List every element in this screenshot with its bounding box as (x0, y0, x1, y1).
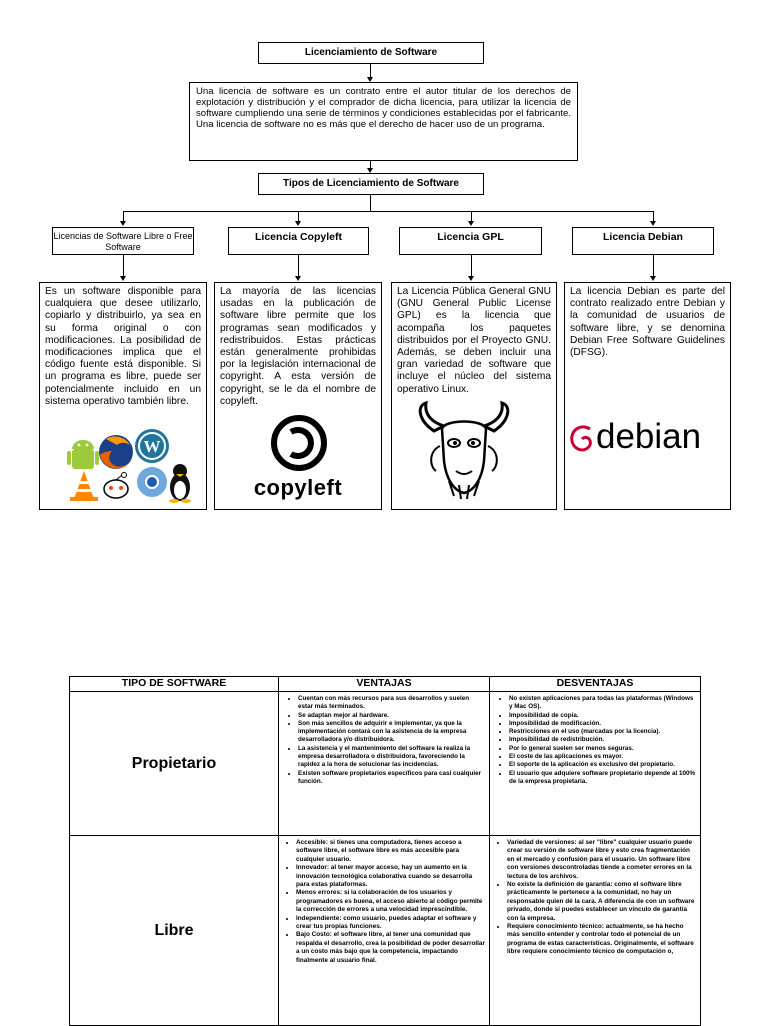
desventajas-cell (490, 836, 701, 1026)
list-item: • Cuentan con más recursos para sus desarrollos y suelen estar más terminados. (298, 695, 485, 712)
license-box-free (39, 282, 207, 510)
connector-arrow (650, 221, 656, 226)
firefox-icon (99, 435, 133, 469)
header-ventajas: VENTAJAS (279, 677, 490, 692)
connector-line (653, 255, 654, 278)
tux-icon (169, 464, 191, 503)
list-item: • La asistencia y el mantenimiento del software la realiza la empresa desarrolladora o distribuidora, favoreciendo la rapidez a la hora de solucionar las incidencias. (298, 745, 485, 770)
connector-arrow (468, 276, 474, 281)
list-item: • Imposibilidad de redistribución. (509, 736, 696, 744)
license-desc-gpl: La Licencia Pública General GNU (GNU General Public License GPL) es la licencia que acompaña los paquetes distribuidos por el Proyecto GNU. Además, se deben incluir una gran variedad de software que incluye el núcleo del sistema operativo Linux. (397, 286, 551, 395)
list-item: • Imposibilidad de modificación. (509, 720, 696, 728)
license-desc-free: Es un software disponible para cualquiera que desee utilizarlo, copiarlo y distribuirlo, ya sea en su forma original o con modificaciones. La posibilidad de modificaciones implica que el código fuente está disponible. Si un programa es libre, puede ser potencialmente incluido en un sistema operativo también libre. (45, 286, 201, 407)
header-tipo: TIPO DE SOFTWARE (70, 677, 279, 692)
list-item: • Independiente: como usuario, puedes adaptar el software y crear tus propias funciones. (296, 915, 485, 932)
connector-arrow (468, 221, 474, 226)
ventajas-cell (279, 836, 490, 1026)
copyleft-icon (264, 413, 334, 473)
vlc-icon (70, 471, 98, 501)
svg-text:W: W (143, 437, 161, 456)
list-item: • Existen software propietarios específicos para casi cualquier función. (298, 770, 485, 787)
diagram-title: Licenciamiento de Software (258, 42, 484, 64)
connector-arrow (295, 221, 301, 226)
connector-line (298, 255, 299, 278)
license-desc-copyleft: La mayoría de las licencias usadas en la publicación de software libre permite que los programas sean modificados y redistribuidos. Estas prácticas están generalmente prohibidas por la legislación internacional de copyright. A esta versión de copyright, se le da el nombre de copyleft. (220, 286, 376, 407)
connector-line (123, 211, 653, 212)
list-item: • Imposibilidad de copia. (509, 712, 696, 720)
type-libre: Libre (70, 836, 279, 1026)
list-item: • Bajo Costo: el software libre, al tener una comunidad que respalda el desarrollo, crea la posibilidad de poder desarrollar a un costo más bajo que la competencia, impactando finalmente al usuario final. (296, 931, 485, 965)
connector-line (370, 195, 371, 211)
license-title-copyleft: Licencia Copyleft (228, 227, 369, 255)
ventajas-cell (279, 692, 490, 836)
copyleft-logo-text: copyleft (253, 475, 343, 500)
free-software-logos-image (64, 427, 194, 503)
desventajas-cell (490, 692, 701, 836)
license-title-gpl: Licencia GPL (399, 227, 542, 255)
connector-line (471, 255, 472, 278)
table-row (70, 836, 701, 1026)
list-item: • El soporte de la aplicación es exclusivo del propietario. (509, 761, 696, 769)
connector-arrow (120, 276, 126, 281)
connector-arrow (120, 221, 126, 226)
connector-arrow (650, 276, 656, 281)
list-item: • El usuario que adquiere software propietario depende al 100% de la empresa propietaria. (509, 770, 696, 787)
list-item: • Variedad de versiones: al ser "libre" cualquier usuario puede crear su versión de software libre y esto crea fragmentación en el mercado y confusión para el usuario. Un software libre con versiones descontroladas tiende a cometer errores en la lectura de los archivos. (507, 839, 696, 881)
connector-arrow (295, 276, 301, 281)
list-item: • Restricciones en el uso (marcadas por la licencia). (509, 728, 696, 736)
android-icon (67, 440, 99, 469)
debian-swirl-icon (568, 421, 598, 457)
list-item: • El coste de las aplicaciones es mayor. (509, 753, 696, 761)
list-item: • Por lo general suelen ser menos seguras. (509, 745, 696, 753)
list-item: • No existe la definición de garantía: como el software libre prácticamente le pertenece a la comunidad, no hay un responsable quien dé la cara. A diferencia de con un software privado, donde sí puedes establecer un vínculo de garantía con la empresa. (507, 881, 696, 923)
types-title: Tipos de Licenciamiento de Software (258, 173, 484, 195)
type-propietario: Propietario (70, 692, 279, 836)
definition-box: Una licencia de software es un contrato entre el autor titular de los derechos de explotación y distribución y el comprador de dicha licencia, para utilizar la licencia de software cumpliendo una serie de términos y condiciones establecidas por el fabricante. Una licencia de software no es más que el derecho de hacer uso de un programa. (189, 82, 578, 161)
connector-line (123, 255, 124, 278)
table-row (70, 692, 701, 836)
license-box-debian (564, 282, 731, 510)
list-item: • No existen aplicaciones para todas las plataformas (Windows y Mac OS). (509, 695, 696, 712)
comparison-table (69, 676, 701, 1026)
header-desventajas: DESVENTAJAS (490, 677, 701, 692)
license-box-copyleft (214, 282, 382, 510)
wordpress-icon (135, 429, 169, 463)
license-desc-debian: La licencia Debian es parte del contrato realizado entre Debian y la comunidad de usuarios de software libre, y se denomina Debian Free Software Guidelines (DFSG). (570, 286, 725, 359)
list-item: • Se adaptan mejor al hardware. (298, 712, 485, 720)
license-box-gpl (391, 282, 557, 510)
license-title-free: Licencias de Software Libre o Free Software (52, 227, 194, 255)
reddit-icon (104, 473, 128, 499)
debian-logo-text: debian (596, 417, 702, 456)
table-header-row (70, 677, 701, 692)
list-item: • Requiere conocimiento técnico: actualmente, se ha hecho más sencillo entender y controlar todo el potencial de un programa de estas características. Originalmente, el software libre requiere conocimiento técnico de computación o, (507, 923, 696, 957)
chromium-icon (137, 467, 167, 497)
list-item: • Innovador: al tener mayor acceso, hay un aumento en la innovación tecnológica colaborativa cuando se desarrolla para estas plataformas. (296, 864, 485, 889)
list-item: • Menos errores: si la colaboración de los usuarios y programadores es buena, el acceso abierto al código permite la corrección de errores a una velocidad imprescindible. (296, 889, 485, 914)
list-item: • Accesible: si tienes una computadora, tienes acceso a software libre, el software libre es más accesible para cualquier usuario. (296, 839, 485, 864)
gnu-head-icon (414, 401, 514, 501)
list-item: • Son más sencillos de adquirir e implementar, ya que la implementación contará con la asistencia de la empresa desarrolladora y/o distribuidora. (298, 720, 485, 745)
license-title-debian: Licencia Debian (572, 227, 714, 255)
